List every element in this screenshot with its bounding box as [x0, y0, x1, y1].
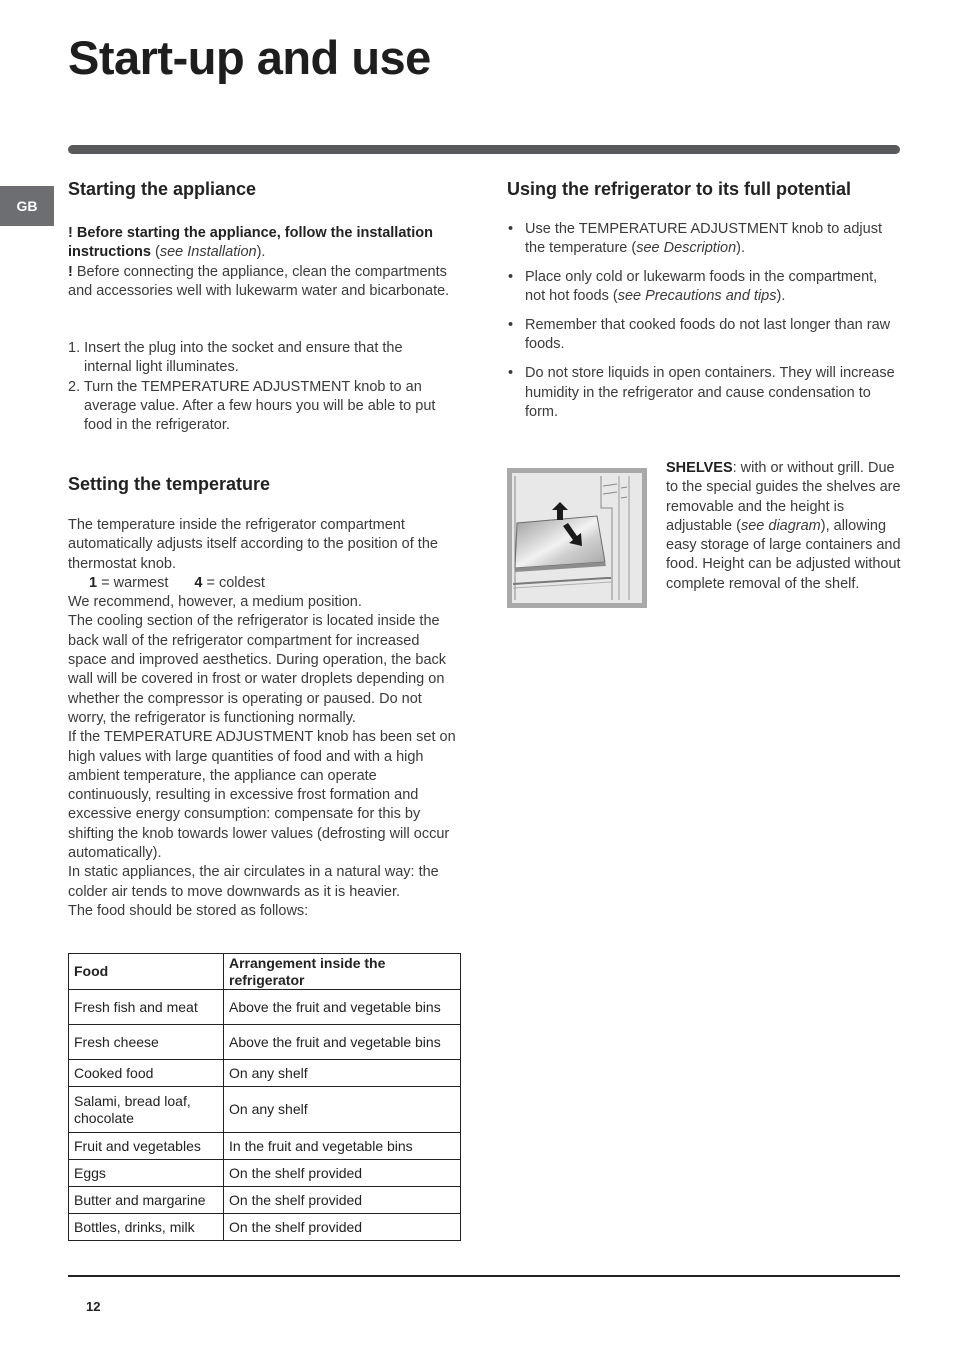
tip-text: Place only cold or lukewarm foods in the compartment, not hot foods ( — [525, 269, 878, 305]
tip-text: Use the TEMPERATURE ADJUSTMENT knob to adjust the temperature ( — [525, 221, 882, 257]
table-cell-food: Fruit and vegetables — [69, 1133, 224, 1160]
page-number: 12 — [86, 1299, 101, 1314]
warning-installation-close: ). — [256, 244, 266, 261]
startup-step: 2. Turn the TEMPERATURE ADJUSTMENT knob to an average value. After a few hours you will be able to put food in the refrigerator. — [68, 378, 436, 434]
table-header-arrangement: Arrangement inside the refrigerator — [224, 954, 461, 990]
table-cell-food: Cooked food — [69, 1060, 224, 1087]
table-cell-food: Fresh cheese — [69, 1025, 224, 1060]
cooling-section-text: The cooling section of the refrigerator is located inside the back wall of the refrigerator compartment for increased space and improved aesthetics. During operation, the back wall will be covered in frost or water droplets depending on whether the compressor is operating or paused. Do not worry, the refrigerator is functioning normally. — [68, 613, 447, 726]
header-divider — [68, 145, 900, 154]
table-row — [69, 1160, 461, 1187]
installation-reference: see Installation — [159, 244, 257, 261]
startup-step: 1. Insert the plug into the socket and ensure that the internal light illuminates. — [68, 340, 403, 376]
table-cell-arrangement: In the fruit and vegetable bins — [224, 1133, 461, 1160]
table-header-food: Food — [69, 954, 224, 990]
table-cell-food: Fresh fish and meat — [69, 990, 224, 1025]
table-row — [69, 1087, 461, 1133]
diagram-reference: see diagram — [740, 517, 821, 534]
table-row — [69, 990, 461, 1025]
list-item — [507, 268, 901, 307]
warning-installation-bold: Before starting the appliance, follow the installation instructions — [68, 225, 433, 261]
high-values-text: If the TEMPERATURE ADJUSTMENT knob has been set on high values with large quantities of food and with a high ambient temperature, the appliance can operate continuously, resulting in excessive frost formation and excessive energy consumption: compensate for this by shifting the knob towards lower values (defrosting will occur automatically). — [68, 729, 456, 862]
shelves-text-end: ), allowing easy storage of large containers and food. Height can be adjusted without complete removal of the shelf. — [666, 517, 901, 592]
full-potential-heading: Using the refrigerator to its full potential — [507, 179, 852, 199]
food-storage-table — [68, 953, 461, 1241]
warning-bang: ! — [68, 225, 73, 241]
starting-warnings — [68, 224, 463, 301]
tip-text: Remember that cooked foods do not last longer than raw foods. — [525, 317, 891, 353]
static-air-text: In static appliances, the air circulates in a natural way: the colder air tends to move downwards as it is heavier. — [68, 864, 439, 900]
temperature-body — [68, 516, 460, 921]
table-cell-food: Eggs — [69, 1160, 224, 1187]
scale-coldest-number: 4 — [194, 574, 203, 591]
table-cell-arrangement: Above the fruit and vegetable bins — [224, 990, 461, 1025]
table-cell-arrangement: On any shelf — [224, 1087, 461, 1133]
temperature-heading: Setting the temperature — [68, 474, 271, 494]
warning-cleaning — [68, 263, 463, 302]
precautions-reference: see Precautions and tips — [617, 288, 777, 305]
scale-warmest-label: = warmest — [97, 574, 169, 591]
table-cell-arrangement: On the shelf provided — [224, 1187, 461, 1214]
startup-steps — [68, 339, 448, 435]
table-row — [69, 1025, 461, 1060]
description-reference: see Description — [636, 240, 737, 257]
table-row — [69, 1214, 461, 1241]
table-row — [69, 1060, 461, 1087]
table-cell-food: Salami, bread loaf, chocolate — [69, 1087, 224, 1133]
footer-divider — [68, 1275, 900, 1277]
language-tab: GB — [0, 186, 54, 226]
table-row — [69, 1133, 461, 1160]
shelves-text: : with or without grill. Due to the special guides the shelves are removable and the height is adjustable ( — [666, 460, 901, 534]
warning-bang: ! — [68, 263, 73, 280]
storage-intro: The food should be stored as follows: — [68, 902, 309, 919]
warning-installation-open: ( — [150, 244, 160, 261]
temperature-recommendation: We recommend, however, a medium position. — [68, 594, 362, 611]
table-cell-arrangement: On the shelf provided — [224, 1214, 461, 1241]
table-row — [69, 1187, 461, 1214]
starting-heading: Starting the appliance — [68, 179, 257, 199]
tip-tail: ). — [776, 288, 786, 305]
table-cell-food: Butter and margarine — [69, 1187, 224, 1214]
shelves-label: SHELVES — [666, 460, 733, 476]
table-cell-arrangement: On any shelf — [224, 1060, 461, 1087]
list-item — [507, 364, 901, 422]
list-item — [507, 316, 901, 355]
scale-warmest-number: 1 — [89, 574, 98, 591]
table-header-row — [69, 954, 461, 990]
shelf-diagram — [507, 468, 647, 608]
warning-cleaning-text: Before connecting the appliance, clean the compartments and accessories well with lukewarm water and bicarbonate. — [68, 263, 450, 299]
table-cell-arrangement: Above the fruit and vegetable bins — [224, 1025, 461, 1060]
table-cell-food: Bottles, drinks, milk — [69, 1214, 224, 1241]
page-title: Start-up and use — [68, 31, 431, 84]
temperature-intro: The temperature inside the refrigerator compartment automatically adjusts itself according to the position of the thermostat knob. — [68, 517, 438, 572]
table-cell-arrangement: On the shelf provided — [224, 1160, 461, 1187]
usage-tips-list — [507, 220, 901, 432]
tip-tail: ). — [736, 240, 746, 257]
temperature-scale — [68, 574, 460, 593]
shelves-description — [666, 459, 902, 594]
warning-installation — [68, 224, 463, 263]
list-item — [507, 220, 901, 259]
tip-text: Do not store liquids in open containers. They will increase humidity in the refrigerator and cause condensation to form. — [525, 365, 895, 420]
scale-coldest-label: = coldest — [202, 574, 265, 591]
